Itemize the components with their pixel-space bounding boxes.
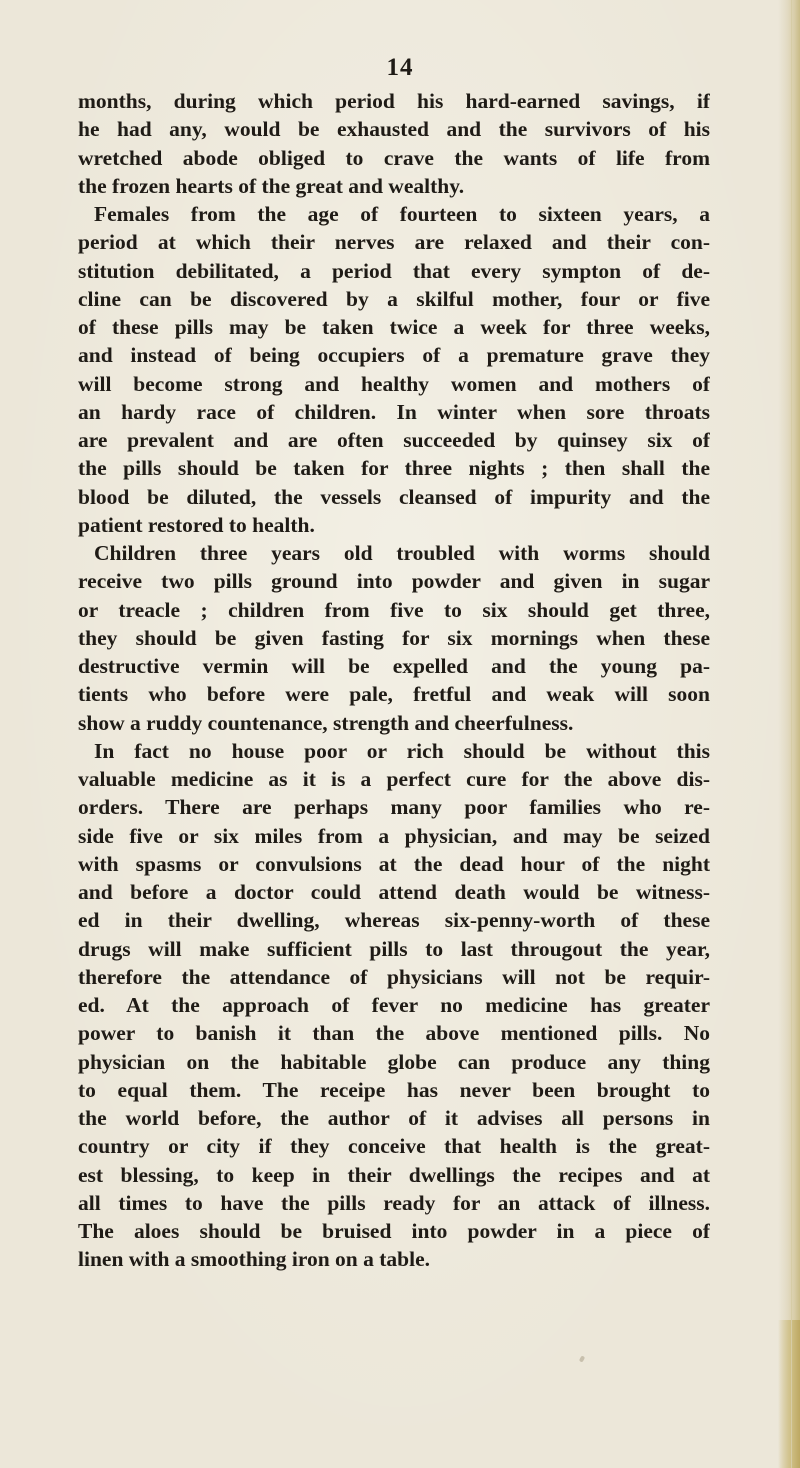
text-line: show a ruddy countenance, strength and cheerfulness. — [78, 710, 574, 735]
text-line: receive two pills ground into powder and given in sugar — [78, 569, 710, 594]
text-line: all times to have the pills ready for an attack of illness. — [78, 1190, 710, 1215]
text-line: they should be given fasting for six mornings when these — [78, 625, 710, 650]
text-line: Females from the age of fourteen to sixteen years, a — [94, 202, 710, 226]
text-line: blood be diluted, the vessels cleansed of impurity and the — [78, 484, 710, 509]
text-line: will become strong and healthy women and mothers of — [78, 371, 710, 396]
text-line: valuable medicine as it is a perfect cure for the above dis- — [78, 767, 710, 791]
text-line: the world before, the author of it advises all persons in — [78, 1106, 710, 1130]
text-line: patient restored to health. — [78, 512, 315, 537]
text-line: period at which their nerves are relaxed and their con- — [78, 230, 710, 255]
text-line: orders. There are perhaps many poor families who re- — [78, 795, 710, 820]
text-line: physician on the habitable globe can produce any thing — [78, 1049, 710, 1074]
text-line: with spasms or convulsions at the dead hour of the night — [78, 851, 710, 876]
text-line: Children three years old troubled with worms should — [94, 541, 710, 565]
text-line: side five or six miles from a physician, and may be seized — [78, 823, 710, 848]
text-line: tients who before were pale, fretful and weak will soon — [78, 682, 710, 707]
text-line: country or city if they conceive that health is the great- — [78, 1134, 710, 1159]
text-line: destructive vermin will be expelled and the young pa- — [78, 654, 710, 678]
text-line: linen with a smoothing iron on a table. — [78, 1247, 431, 1272]
text-line: he had any, would be exhausted and the survivors of his — [78, 117, 710, 142]
text-line: The aloes should be bruised into powder in a piece of — [78, 1219, 710, 1243]
page-edge-line — [791, 0, 792, 1468]
body-text — [78, 87, 710, 1274]
text-line: the frozen hearts of the great and wealthy. — [78, 173, 465, 198]
paper-speck — [579, 1355, 585, 1362]
page-number: 14 — [386, 54, 414, 81]
text-line: or treacle ; children from five to six should get three, — [78, 597, 710, 622]
text-line: power to banish it than the above mentioned pills. No — [78, 1021, 710, 1046]
text-line: the pills should be taken for three nights ; then shall the — [78, 456, 710, 481]
text-line: to equal them. The receipe has never been brought to — [78, 1077, 710, 1102]
page-edge-stain — [778, 1320, 800, 1468]
text-line: of these pills may be taken twice a week for three weeks, — [78, 315, 710, 339]
text-line: In fact no house poor or rich should be without this — [94, 738, 710, 763]
text-line: are prevalent and are often succeeded by quinsey six of — [78, 428, 710, 452]
text-line: stitution debilitated, a period that every sympton of de- — [78, 258, 710, 283]
text-line: cline can be discovered by a skilful mother, four or five — [78, 286, 710, 311]
text-line: and instead of being occupiers of a premature grave they — [78, 343, 710, 368]
text-line: an hardy race of children. In winter when sore throats — [78, 399, 710, 424]
text-line: months, during which period his hard-earned savings, if — [78, 89, 710, 113]
text-line: drugs will make sufficient pills to last througout the year, — [78, 936, 710, 961]
text-line: ed in their dwelling, whereas six-penny-worth of these — [78, 908, 710, 933]
text-line: est blessing, to keep in their dwellings the recipes and at — [78, 1162, 710, 1187]
page-edge-shadow — [778, 0, 800, 1468]
text-line: therefore the attendance of physicians will not be requir- — [78, 964, 710, 989]
text-line: wretched abode obliged to crave the wants of life from — [78, 145, 710, 170]
text-line: ed. At the approach of fever no medicine has greater — [78, 993, 710, 1017]
text-line: and before a doctor could attend death would be witness- — [78, 880, 710, 904]
